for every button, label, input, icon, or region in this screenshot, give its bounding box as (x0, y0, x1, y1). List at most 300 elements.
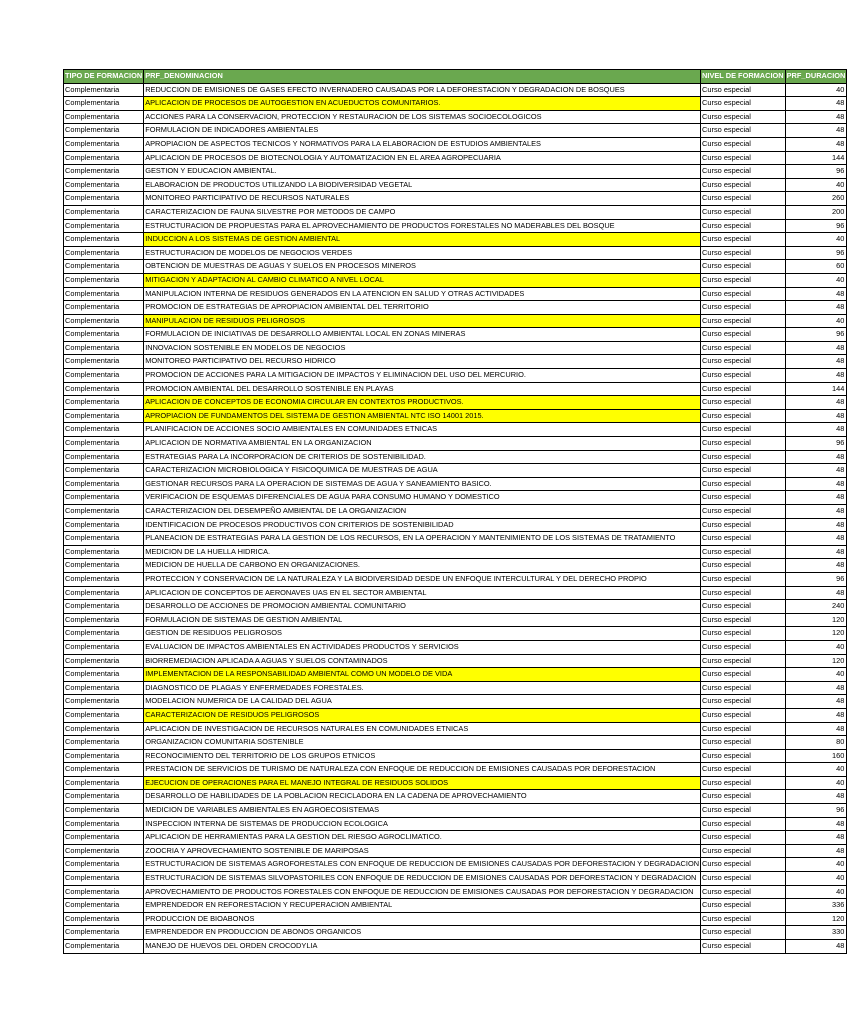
cell-denominacion[interactable]: GESTION DE RESIDUOS PELIGROSOS (144, 627, 701, 641)
cell-nivel[interactable]: Curso especial (701, 722, 786, 736)
cell-tipo[interactable]: Complementaria (64, 627, 144, 641)
cell-nivel[interactable]: Curso especial (701, 301, 786, 315)
cell-duracion[interactable]: 48 (785, 817, 847, 831)
cell-denominacion[interactable]: MANIPULACION INTERNA DE RESIDUOS GENERADOS EN LA ATENCION EN SALUD Y OTRAS ACTIVIDADES (144, 287, 701, 301)
cell-nivel[interactable]: Curso especial (701, 505, 786, 519)
cell-denominacion[interactable]: PRODUCCION DE BIOABONOS (144, 912, 701, 926)
cell-nivel[interactable]: Curso especial (701, 600, 786, 614)
cell-duracion[interactable]: 120 (785, 654, 847, 668)
cell-nivel[interactable]: Curso especial (701, 423, 786, 437)
cell-duracion[interactable]: 48 (785, 532, 847, 546)
cell-nivel[interactable]: Curso especial (701, 518, 786, 532)
cell-tipo[interactable]: Complementaria (64, 423, 144, 437)
cell-duracion[interactable]: 144 (785, 382, 847, 396)
cell-denominacion[interactable]: APLICACION DE CONCEPTOS DE ECONOMIA CIRCULAR EN CONTEXTOS PRODUCTIVOS. (144, 396, 701, 410)
table-row (64, 328, 847, 342)
cell-tipo[interactable]: Complementaria (64, 600, 144, 614)
cell-denominacion[interactable]: APLICACION DE CONCEPTOS DE AERONAVES UAS EN EL SECTOR AMBIENTAL (144, 586, 701, 600)
cell-nivel[interactable]: Curso especial (701, 287, 786, 301)
cell-duracion[interactable]: 40 (785, 885, 847, 899)
cell-denominacion[interactable]: APROPIACION DE ASPECTOS TECNICOS Y NORMATIVOS PARA LA ELABORACION DE ESTUDIOS AMBIENTALES (144, 137, 701, 151)
table-row (64, 437, 847, 451)
table-row (64, 790, 847, 804)
cell-denominacion[interactable]: ORGANIZACION COMUNITARIA SOSTENIBLE (144, 736, 701, 750)
table-row (64, 586, 847, 600)
cell-tipo[interactable]: Complementaria (64, 477, 144, 491)
cell-tipo[interactable]: Complementaria (64, 736, 144, 750)
cell-duracion[interactable]: 48 (785, 940, 847, 954)
cell-tipo[interactable]: Complementaria (64, 804, 144, 818)
cell-tipo[interactable]: Complementaria (64, 722, 144, 736)
cell-tipo[interactable]: Complementaria (64, 192, 144, 206)
cell-tipo[interactable]: Complementaria (64, 572, 144, 586)
table-row (64, 464, 847, 478)
cell-tipo[interactable]: Complementaria (64, 899, 144, 913)
cell-duracion[interactable]: 96 (785, 246, 847, 260)
cell-denominacion[interactable]: APLICACION DE INVESTIGACION DE RECURSOS NATURALES EN COMUNIDADES ETNICAS (144, 722, 701, 736)
cell-nivel[interactable]: Curso especial (701, 776, 786, 790)
cell-denominacion[interactable]: EJECUCION DE OPERACIONES PARA EL MANEJO INTEGRAL DE RESIDUOS SOLIDOS (144, 776, 701, 790)
cell-duracion[interactable]: 48 (785, 681, 847, 695)
cell-denominacion[interactable]: MEDICION DE VARIABLES AMBIENTALES EN AGROECOSISTEMAS (144, 804, 701, 818)
cell-denominacion[interactable]: DESARROLLO DE ACCIONES DE PROMOCION AMBIENTAL COMUNITARIO (144, 600, 701, 614)
cell-duracion[interactable]: 240 (785, 600, 847, 614)
table-row (64, 559, 847, 573)
cell-nivel[interactable]: Curso especial (701, 192, 786, 206)
cell-duracion[interactable]: 40 (785, 640, 847, 654)
table-row (64, 83, 847, 97)
cell-denominacion[interactable]: PROTECCION Y CONSERVACION DE LA NATURALEZA Y LA BIODIVERSIDAD DESDE UN ENFOQUE INTERCULTURAL Y DEL DERECHO PROPIO (144, 572, 701, 586)
cell-tipo[interactable]: Complementaria (64, 505, 144, 519)
table-row (64, 668, 847, 682)
cell-duracion[interactable]: 48 (785, 695, 847, 709)
cell-duracion[interactable]: 96 (785, 165, 847, 179)
cell-duracion[interactable]: 48 (785, 301, 847, 315)
cell-denominacion[interactable]: CARACTERIZACION DEL DESEMPEÑO AMBIENTAL DE LA ORGANIZACION (144, 505, 701, 519)
cell-nivel[interactable]: Curso especial (701, 749, 786, 763)
cell-tipo[interactable]: Complementaria (64, 844, 144, 858)
cell-tipo[interactable]: Complementaria (64, 110, 144, 124)
cell-denominacion[interactable]: APROVECHAMIENTO DE PRODUCTOS FORESTALES CON ENFOQUE DE REDUCCION DE EMISIONES CAUSADAS POR DEFORESTACION Y DEGRADACION (144, 885, 701, 899)
cell-denominacion[interactable]: MEDICION DE LA HUELLA HIDRICA. (144, 545, 701, 559)
cell-tipo[interactable]: Complementaria (64, 708, 144, 722)
header-row (64, 70, 847, 84)
cell-duracion[interactable]: 96 (785, 437, 847, 451)
cell-tipo[interactable]: Complementaria (64, 233, 144, 247)
cell-denominacion[interactable]: BIORREMEDIACION APLICADA A AGUAS Y SUELOS CONTAMINADOS (144, 654, 701, 668)
cell-nivel[interactable]: Curso especial (701, 369, 786, 383)
cell-denominacion[interactable]: GESTIONAR RECURSOS PARA LA OPERACION DE SISTEMAS DE AGUA Y SANEAMIENTO BASICO. (144, 477, 701, 491)
cell-nivel[interactable]: Curso especial (701, 763, 786, 777)
cell-duracion[interactable]: 48 (785, 341, 847, 355)
cell-denominacion[interactable]: OBTENCION DE MUESTRAS DE AGUAS Y SUELOS EN PROCESOS MINEROS (144, 260, 701, 274)
cell-duracion[interactable]: 160 (785, 749, 847, 763)
cell-duracion[interactable]: 336 (785, 899, 847, 913)
cell-tipo[interactable]: Complementaria (64, 681, 144, 695)
cell-tipo[interactable]: Complementaria (64, 355, 144, 369)
cell-tipo[interactable]: Complementaria (64, 668, 144, 682)
table-row (64, 600, 847, 614)
cell-nivel[interactable]: Curso especial (701, 844, 786, 858)
cell-denominacion[interactable]: CARACTERIZACION MICROBIOLOGICA Y FISICOQUIMICA DE MUESTRAS DE AGUA (144, 464, 701, 478)
cell-nivel[interactable]: Curso especial (701, 613, 786, 627)
cell-duracion[interactable]: 260 (785, 192, 847, 206)
cell-tipo[interactable]: Complementaria (64, 205, 144, 219)
cell-duracion[interactable]: 40 (785, 776, 847, 790)
cell-nivel[interactable]: Curso especial (701, 355, 786, 369)
table-row (64, 654, 847, 668)
cell-denominacion[interactable]: CARACTERIZACION DE RESIDUOS PELIGROSOS (144, 708, 701, 722)
cell-nivel[interactable]: Curso especial (701, 464, 786, 478)
cell-tipo[interactable]: Complementaria (64, 790, 144, 804)
cell-tipo[interactable]: Complementaria (64, 124, 144, 138)
cell-tipo[interactable]: Complementaria (64, 654, 144, 668)
table-row (64, 817, 847, 831)
cell-nivel[interactable]: Curso especial (701, 382, 786, 396)
cell-tipo[interactable]: Complementaria (64, 137, 144, 151)
cell-tipo[interactable]: Complementaria (64, 926, 144, 940)
cell-tipo[interactable]: Complementaria (64, 831, 144, 845)
table-row (64, 178, 847, 192)
cell-duracion[interactable]: 48 (785, 423, 847, 437)
cell-denominacion[interactable]: GESTION Y EDUCACION AMBIENTAL. (144, 165, 701, 179)
cell-duracion[interactable]: 48 (785, 137, 847, 151)
table-row (64, 273, 847, 287)
cell-nivel[interactable]: Curso especial (701, 437, 786, 451)
cell-denominacion[interactable]: PLANEACION DE ESTRATEGIAS PARA LA GESTION DE LOS RECURSOS, EN LA OPERACION Y MANTENIMIENTO DE LOS SISTEMAS DE TRATAMIENTO (144, 532, 701, 546)
cell-nivel[interactable]: Curso especial (701, 668, 786, 682)
cell-denominacion[interactable]: INDUCCION A LOS SISTEMAS DE GESTION AMBIENTAL (144, 233, 701, 247)
cell-tipo[interactable]: Complementaria (64, 369, 144, 383)
cell-denominacion[interactable]: MANIPULACION DE RESIDUOS PELIGROSOS (144, 314, 701, 328)
cell-nivel[interactable]: Curso especial (701, 627, 786, 641)
cell-nivel[interactable]: Curso especial (701, 124, 786, 138)
cell-tipo[interactable]: Complementaria (64, 301, 144, 315)
column-header-denominacion[interactable]: PRF_DENOMINACION (144, 70, 701, 84)
cell-duracion[interactable]: 48 (785, 586, 847, 600)
cell-nivel[interactable]: Curso especial (701, 912, 786, 926)
cell-nivel[interactable]: Curso especial (701, 219, 786, 233)
cell-nivel[interactable]: Curso especial (701, 409, 786, 423)
cell-nivel[interactable]: Curso especial (701, 314, 786, 328)
cell-duracion[interactable]: 48 (785, 505, 847, 519)
cell-tipo[interactable]: Complementaria (64, 83, 144, 97)
cell-duracion[interactable]: 80 (785, 736, 847, 750)
table-row (64, 477, 847, 491)
cell-tipo[interactable]: Complementaria (64, 872, 144, 886)
cell-duracion[interactable]: 60 (785, 260, 847, 274)
cell-duracion[interactable]: 48 (785, 545, 847, 559)
cell-denominacion[interactable]: ELABORACION DE PRODUCTOS UTILIZANDO LA BIODIVERSIDAD VEGETAL (144, 178, 701, 192)
cell-duracion[interactable]: 40 (785, 178, 847, 192)
cell-nivel[interactable]: Curso especial (701, 477, 786, 491)
cell-nivel[interactable]: Curso especial (701, 341, 786, 355)
table-row (64, 396, 847, 410)
cell-nivel[interactable]: Curso especial (701, 178, 786, 192)
cell-duracion[interactable]: 48 (785, 396, 847, 410)
cell-duracion[interactable]: 40 (785, 872, 847, 886)
cell-nivel[interactable]: Curso especial (701, 97, 786, 111)
cell-denominacion[interactable]: CARACTERIZACION DE FAUNA SILVESTRE POR METODOS DE CAMPO (144, 205, 701, 219)
cell-duracion[interactable]: 120 (785, 613, 847, 627)
cell-tipo[interactable]: Complementaria (64, 763, 144, 777)
cell-denominacion[interactable]: PROMOCION DE ACCIONES PARA LA MITIGACION DE IMPACTOS Y ELIMINACION DEL USO DEL MERCURIO. (144, 369, 701, 383)
cell-duracion[interactable]: 48 (785, 124, 847, 138)
cell-nivel[interactable]: Curso especial (701, 233, 786, 247)
table-row (64, 287, 847, 301)
cell-duracion[interactable]: 48 (785, 450, 847, 464)
cell-denominacion[interactable]: ESTRATEGIAS PARA LA INCORPORACION DE CRITERIOS DE SOSTENIBILIDAD. (144, 450, 701, 464)
cell-nivel[interactable]: Curso especial (701, 817, 786, 831)
cell-denominacion[interactable]: PRESTACION DE SERVICIOS DE TURISMO DE NATURALEZA CON ENFOQUE DE REDUCCION DE EMISIONES CAUSADAS POR DEFORESTACION (144, 763, 701, 777)
cell-tipo[interactable]: Complementaria (64, 518, 144, 532)
table-row (64, 708, 847, 722)
cell-tipo[interactable]: Complementaria (64, 912, 144, 926)
cell-nivel[interactable]: Curso especial (701, 872, 786, 886)
cell-nivel[interactable]: Curso especial (701, 858, 786, 872)
cell-tipo[interactable]: Complementaria (64, 314, 144, 328)
cell-tipo[interactable]: Complementaria (64, 749, 144, 763)
cell-duracion[interactable]: 48 (785, 844, 847, 858)
cell-tipo[interactable]: Complementaria (64, 328, 144, 342)
cell-tipo[interactable]: Complementaria (64, 776, 144, 790)
cell-nivel[interactable]: Curso especial (701, 926, 786, 940)
cell-denominacion[interactable]: ZOOCRIA Y APROVECHAMIENTO SOSTENIBLE DE MARIPOSAS (144, 844, 701, 858)
cell-denominacion[interactable]: MONITOREO PARTICIPATIVO DE RECURSOS NATURALES (144, 192, 701, 206)
cell-duracion[interactable]: 40 (785, 314, 847, 328)
cell-tipo[interactable]: Complementaria (64, 178, 144, 192)
cell-nivel[interactable]: Curso especial (701, 899, 786, 913)
cell-tipo[interactable]: Complementaria (64, 382, 144, 396)
cell-denominacion[interactable]: INNOVACION SOSTENIBLE EN MODELOS DE NEGOCIOS (144, 341, 701, 355)
cell-nivel[interactable]: Curso especial (701, 450, 786, 464)
cell-tipo[interactable]: Complementaria (64, 260, 144, 274)
cell-tipo[interactable]: Complementaria (64, 817, 144, 831)
cell-denominacion[interactable]: EVALUACION DE IMPACTOS AMBIENTALES EN ACTIVIDADES PRODUCTOS Y SERVICIOS (144, 640, 701, 654)
cell-duracion[interactable]: 48 (785, 97, 847, 111)
cell-denominacion[interactable]: MANEJO DE HUEVOS DEL ORDEN CROCODYLIA (144, 940, 701, 954)
cell-duracion[interactable]: 48 (785, 491, 847, 505)
cell-duracion[interactable]: 40 (785, 858, 847, 872)
cell-tipo[interactable]: Complementaria (64, 464, 144, 478)
cell-nivel[interactable]: Curso especial (701, 572, 786, 586)
cell-duracion[interactable]: 120 (785, 627, 847, 641)
cell-duracion[interactable]: 48 (785, 722, 847, 736)
cell-tipo[interactable]: Complementaria (64, 695, 144, 709)
cell-duracion[interactable]: 48 (785, 409, 847, 423)
cell-denominacion[interactable]: IDENTIFICACION DE PROCESOS PRODUCTIVOS CON CRITERIOS DE SOSTENIBILIDAD (144, 518, 701, 532)
cell-tipo[interactable]: Complementaria (64, 885, 144, 899)
cell-denominacion[interactable]: MEDICION DE HUELLA DE CARBONO EN ORGANIZACIONES. (144, 559, 701, 573)
cell-denominacion[interactable]: ACCIONES PARA LA CONSERVACION, PROTECCION Y RESTAURACION DE LOS SISTEMAS SOCIOECOLOGICOS (144, 110, 701, 124)
cell-nivel[interactable]: Curso especial (701, 654, 786, 668)
cell-nivel[interactable]: Curso especial (701, 708, 786, 722)
table-body (64, 83, 847, 953)
table-row (64, 246, 847, 260)
cell-tipo[interactable]: Complementaria (64, 640, 144, 654)
cell-duracion[interactable]: 40 (785, 83, 847, 97)
cell-denominacion[interactable]: IMPLEMENTACION DE LA RESPONSABILIDAD AMBIENTAL COMO UN MODELO DE VIDA (144, 668, 701, 682)
table-row (64, 219, 847, 233)
cell-duracion[interactable]: 40 (785, 273, 847, 287)
cell-nivel[interactable]: Curso especial (701, 83, 786, 97)
table-row (64, 369, 847, 383)
cell-denominacion[interactable]: ESTRUCTURACION DE MODELOS DE NEGOCIOS VERDES (144, 246, 701, 260)
cell-denominacion[interactable]: ESTRUCTURACION DE PROPUESTAS PARA EL APROVECHAMIENTO DE PRODUCTOS FORESTALES NO MADERABLES DEL BOSQUE (144, 219, 701, 233)
cell-tipo[interactable]: Complementaria (64, 396, 144, 410)
column-header-duracion[interactable]: PRF_DURACION (785, 70, 847, 84)
cell-duracion[interactable]: 48 (785, 831, 847, 845)
cell-tipo[interactable]: Complementaria (64, 287, 144, 301)
cell-tipo[interactable]: Complementaria (64, 858, 144, 872)
table-row (64, 804, 847, 818)
cell-denominacion[interactable]: FORMULACION DE INICIATIVAS DE DESARROLLO AMBIENTAL LOCAL EN ZONAS MINERAS (144, 328, 701, 342)
cell-duracion[interactable]: 48 (785, 477, 847, 491)
cell-tipo[interactable]: Complementaria (64, 273, 144, 287)
cell-duracion[interactable]: 96 (785, 219, 847, 233)
cell-denominacion[interactable]: VERIFICACION DE ESQUEMAS DIFERENCIALES DE AGUA PARA CONSUMO HUMANO Y DOMESTICO (144, 491, 701, 505)
cell-duracion[interactable]: 200 (785, 205, 847, 219)
cell-nivel[interactable]: Curso especial (701, 532, 786, 546)
table-row (64, 505, 847, 519)
table-row (64, 640, 847, 654)
cell-tipo[interactable]: Complementaria (64, 246, 144, 260)
cell-tipo[interactable]: Complementaria (64, 409, 144, 423)
cell-duracion[interactable]: 48 (785, 708, 847, 722)
cell-denominacion[interactable]: FORMULACION DE INDICADORES AMBIENTALES (144, 124, 701, 138)
cell-duracion[interactable]: 48 (785, 110, 847, 124)
cell-nivel[interactable]: Curso especial (701, 695, 786, 709)
cell-tipo[interactable]: Complementaria (64, 532, 144, 546)
cell-nivel[interactable]: Curso especial (701, 491, 786, 505)
cell-tipo[interactable]: Complementaria (64, 165, 144, 179)
cell-duracion[interactable]: 120 (785, 912, 847, 926)
cell-denominacion[interactable]: MODELACION NUMERICA DE LA CALIDAD DEL AGUA (144, 695, 701, 709)
table-row (64, 722, 847, 736)
cell-tipo[interactable]: Complementaria (64, 586, 144, 600)
cell-duracion[interactable]: 48 (785, 287, 847, 301)
cell-nivel[interactable]: Curso especial (701, 940, 786, 954)
cell-duracion[interactable]: 96 (785, 804, 847, 818)
cell-nivel[interactable]: Curso especial (701, 260, 786, 274)
cell-nivel[interactable]: Curso especial (701, 137, 786, 151)
table-row (64, 110, 847, 124)
cell-tipo[interactable]: Complementaria (64, 613, 144, 627)
cell-nivel[interactable]: Curso especial (701, 681, 786, 695)
cell-nivel[interactable]: Curso especial (701, 545, 786, 559)
cell-nivel[interactable]: Curso especial (701, 396, 786, 410)
cell-denominacion[interactable]: EMPRENDEDOR EN PRODUCCION DE ABONOS ORGANICOS (144, 926, 701, 940)
cell-duracion[interactable]: 96 (785, 328, 847, 342)
cell-tipo[interactable]: Complementaria (64, 491, 144, 505)
table-row (64, 97, 847, 111)
cell-denominacion[interactable]: MONITOREO PARTICIPATIVO DEL RECURSO HIDRICO (144, 355, 701, 369)
cell-tipo[interactable]: Complementaria (64, 97, 144, 111)
cell-denominacion[interactable]: DIAGNOSTICO DE PLAGAS Y ENFERMEDADES FORESTALES. (144, 681, 701, 695)
cell-duracion[interactable]: 96 (785, 572, 847, 586)
column-header-nivel[interactable]: NIVEL DE FORMACION (701, 70, 786, 84)
cell-nivel[interactable]: Curso especial (701, 885, 786, 899)
cell-denominacion[interactable]: APLICACION DE HERRAMIENTAS PARA LA GESTION DEL RIESGO AGROCLIMATICO. (144, 831, 701, 845)
cell-denominacion[interactable]: RECONOCIMIENTO DEL TERRITORIO DE LOS GRUPOS ETNICOS (144, 749, 701, 763)
cell-duracion[interactable]: 40 (785, 763, 847, 777)
cell-nivel[interactable]: Curso especial (701, 273, 786, 287)
cell-tipo[interactable]: Complementaria (64, 940, 144, 954)
cell-tipo[interactable]: Complementaria (64, 151, 144, 165)
table-row (64, 844, 847, 858)
cell-nivel[interactable]: Curso especial (701, 165, 786, 179)
cell-tipo[interactable]: Complementaria (64, 341, 144, 355)
cell-duracion[interactable]: 40 (785, 233, 847, 247)
table-row (64, 572, 847, 586)
cell-nivel[interactable]: Curso especial (701, 640, 786, 654)
cell-duracion[interactable]: 40 (785, 668, 847, 682)
cell-duracion[interactable]: 48 (785, 518, 847, 532)
table-row (64, 613, 847, 627)
cell-nivel[interactable]: Curso especial (701, 246, 786, 260)
cell-denominacion[interactable]: APROPIACION DE FUNDAMENTOS DEL SISTEMA DE GESTION AMBIENTAL NTC ISO 14001 2015. (144, 409, 701, 423)
table-row (64, 899, 847, 913)
cell-denominacion[interactable]: INSPECCION INTERNA DE SISTEMAS DE PRODUCCION ECOLOGICA (144, 817, 701, 831)
cell-duracion[interactable]: 48 (785, 369, 847, 383)
cell-tipo[interactable]: Complementaria (64, 545, 144, 559)
cell-denominacion[interactable]: REDUCCION DE EMISIONES DE GASES EFECTO INVERNADERO CAUSADAS POR LA DEFORESTACION Y DEGRADACION DE BOSQUES (144, 83, 701, 97)
cell-tipo[interactable]: Complementaria (64, 219, 144, 233)
cell-duracion[interactable]: 48 (785, 559, 847, 573)
cell-denominacion[interactable]: FORMULACION DE SISTEMAS DE GESTION AMBIENTAL (144, 613, 701, 627)
cell-denominacion[interactable]: DESARROLLO DE HABILIDADES DE LA POBLACION RECICLADORA EN LA CADENA DE APROVECHAMIENTO (144, 790, 701, 804)
cell-nivel[interactable]: Curso especial (701, 790, 786, 804)
cell-denominacion[interactable]: APLICACION DE PROCESOS DE BIOTECNOLOGIA Y AUTOMATIZACION EN EL AREA AGROPECUARIA (144, 151, 701, 165)
table-row (64, 355, 847, 369)
cell-nivel[interactable]: Curso especial (701, 804, 786, 818)
table-row (64, 926, 847, 940)
table-row (64, 912, 847, 926)
table-row (64, 233, 847, 247)
cell-nivel[interactable]: Curso especial (701, 736, 786, 750)
cell-tipo[interactable]: Complementaria (64, 437, 144, 451)
cell-duracion[interactable]: 144 (785, 151, 847, 165)
table-row (64, 736, 847, 750)
cell-denominacion[interactable]: PROMOCION DE ESTRATEGIAS DE APROPIACION AMBIENTAL DEL TERRITORIO (144, 301, 701, 315)
cell-denominacion[interactable]: ESTRUCTURACION DE SISTEMAS AGROFORESTALES CON ENFOQUE DE REDUCCION DE EMISIONES CAUSADAS POR DEFORESTACION Y DEGRADACION (144, 858, 701, 872)
cell-tipo[interactable]: Complementaria (64, 450, 144, 464)
table-row (64, 763, 847, 777)
cell-denominacion[interactable]: EMPRENDEDOR EN REFORESTACION Y RECUPERACION AMBIENTAL (144, 899, 701, 913)
cell-denominacion[interactable]: PLANIFICACION DE ACCIONES SOCIO AMBIENTALES EN COMUNIDADES ETNICAS (144, 423, 701, 437)
cell-nivel[interactable]: Curso especial (701, 559, 786, 573)
cell-nivel[interactable]: Curso especial (701, 328, 786, 342)
cell-duracion[interactable]: 48 (785, 790, 847, 804)
cell-tipo[interactable]: Complementaria (64, 559, 144, 573)
cell-denominacion[interactable]: MITIGACION Y ADAPTACION AL CAMBIO CLIMATICO A NIVEL LOCAL (144, 273, 701, 287)
cell-duracion[interactable]: 48 (785, 355, 847, 369)
cell-nivel[interactable]: Curso especial (701, 831, 786, 845)
cell-nivel[interactable]: Curso especial (701, 110, 786, 124)
cell-nivel[interactable]: Curso especial (701, 586, 786, 600)
table-row (64, 409, 847, 423)
cell-denominacion[interactable]: ESTRUCTURACION DE SISTEMAS SILVOPASTORILES CON ENFOQUE DE REDUCCION DE EMISIONES CAUSADAS POR DEFORESTACION Y DEGRADACION (144, 872, 701, 886)
cell-denominacion[interactable]: PROMOCION AMBIENTAL DEL DESARROLLO SOSTENIBLE EN PLAYAS (144, 382, 701, 396)
cell-denominacion[interactable]: APLICACION DE NORMATIVA AMBIENTAL EN LA ORGANIZACION (144, 437, 701, 451)
cell-nivel[interactable]: Curso especial (701, 205, 786, 219)
cell-duracion[interactable]: 330 (785, 926, 847, 940)
cell-denominacion[interactable]: APLICACION DE PROCESOS DE AUTOGESTION EN ACUEDUCTOS COMUNITARIOS. (144, 97, 701, 111)
spreadsheet-table (63, 69, 847, 954)
column-header-tipo[interactable]: TIPO DE FORMACION (64, 70, 144, 84)
cell-duracion[interactable]: 48 (785, 464, 847, 478)
cell-nivel[interactable]: Curso especial (701, 151, 786, 165)
